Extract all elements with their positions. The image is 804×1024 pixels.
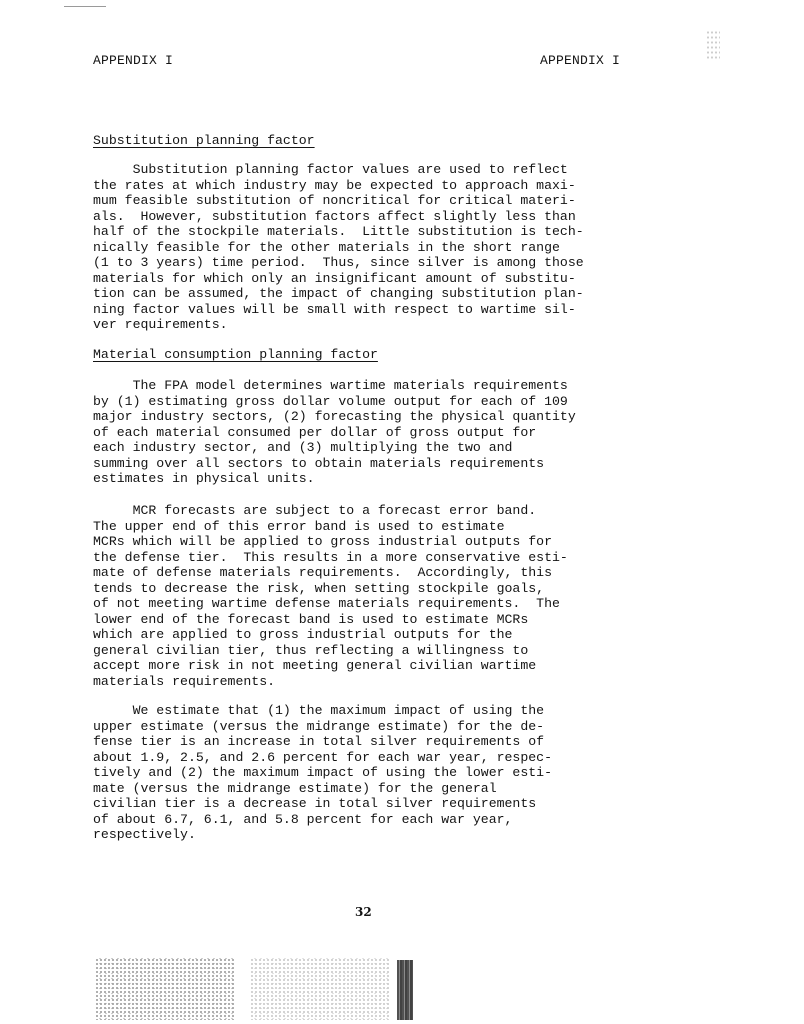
text-line: The upper end of this error band is used to estimate xyxy=(93,518,505,534)
text-line: summing over all sectors to obtain materials requirements xyxy=(93,455,545,471)
text-line: the rates at which industry may be expected to approach maxi- xyxy=(93,177,576,193)
text-line: major industry sectors, (2) forecasting the physical quantity xyxy=(93,409,576,424)
text-line: nically feasible for the other materials in the short range xyxy=(93,239,560,255)
text-line: about 1.9, 2.5, and 2.6 percent for each war year, respec- xyxy=(93,749,552,765)
page-number: 32 xyxy=(355,905,372,919)
text-line: of about 6.7, 6.1, and 5.8 percent for each war year, xyxy=(93,811,513,827)
scan-noise-left xyxy=(95,958,235,1020)
text-line: accept more risk in not meeting general civilian wartime xyxy=(93,658,537,673)
text-line: ning factor values will be small with respect to wartime sil- xyxy=(93,301,576,317)
text-line: (1 to 3 years) time period. Thus, since silver is among those xyxy=(93,255,584,270)
text-line: general civilian tier, thus reflecting a willingness to xyxy=(93,642,529,658)
text-line: materials for which only an insignificant amount of substitu- xyxy=(93,270,576,286)
text-line: upper estimate (versus the midrange estimate) for the de- xyxy=(93,718,545,734)
text-line: materials requirements. xyxy=(93,673,276,689)
text-line: ver requirements. xyxy=(93,317,228,332)
text-line: MCRs which will be applied to gross industrial outputs for xyxy=(93,534,552,549)
text-line: als. However, substitution factors affect slightly less than xyxy=(93,208,576,224)
scan-noise-middle xyxy=(250,958,390,1020)
text-line: which are applied to gross industrial outputs for the xyxy=(93,627,513,642)
header-right: APPENDIX I xyxy=(540,53,621,68)
text-line: mum feasible substitution of noncritical for critical materi- xyxy=(93,193,576,208)
text-line: civilian tier is a decrease in total silver requirements xyxy=(93,796,537,811)
top-rule xyxy=(64,6,106,7)
text-line: mate of defense materials requirements. Accordingly, this xyxy=(93,565,552,580)
paragraph-substitution xyxy=(93,162,653,333)
scan-margin-noise xyxy=(706,30,720,60)
text-line: by (1) estimating gross dollar volume output for each of 109 xyxy=(93,393,568,409)
header-left: APPENDIX I xyxy=(93,53,174,68)
scan-noise-dark-strip xyxy=(397,960,413,1020)
text-line: We estimate that (1) the maximum impact of using the xyxy=(93,703,545,718)
text-line: fense tier is an increase in total silver requirements of xyxy=(93,734,545,749)
text-line: of each material consumed per dollar of gross output for xyxy=(93,424,537,440)
text-line: The FPA model determines wartime materials requirements xyxy=(93,378,568,393)
text-line: Substitution planning factor values are used to reflect xyxy=(93,162,568,177)
text-line: half of the stockpile materials. Little substitution is tech- xyxy=(93,224,584,239)
text-line: mate (versus the midrange estimate) for the general xyxy=(93,780,497,796)
text-line: lower end of the forecast band is used to estimate MCRs xyxy=(93,611,529,627)
text-line: tion can be assumed, the impact of changing substitution plan- xyxy=(93,286,584,301)
text-line: tively and (2) the maximum impact of using the lower esti- xyxy=(93,765,552,780)
text-line: estimates in physical units. xyxy=(93,471,315,486)
section-heading-substitution: Substitution planning factor xyxy=(93,133,315,148)
text-line: tends to decrease the risk, when setting stockpile goals, xyxy=(93,580,545,596)
text-line: each industry sector, and (3) multiplying the two and xyxy=(93,440,513,455)
text-line: respectively. xyxy=(93,827,196,842)
section-heading-material-consumption: Material consumption planning factor xyxy=(93,347,378,362)
text-line: the defense tier. This results in a more conservative esti- xyxy=(93,549,568,565)
text-line: of not meeting wartime defense materials requirements. The xyxy=(93,596,560,611)
text-line: MCR forecasts are subject to a forecast error band. xyxy=(93,503,537,518)
paragraph-mcr-forecasts xyxy=(93,503,653,689)
paragraph-fpa-model xyxy=(93,378,653,487)
paragraph-silver-estimates xyxy=(93,703,653,843)
